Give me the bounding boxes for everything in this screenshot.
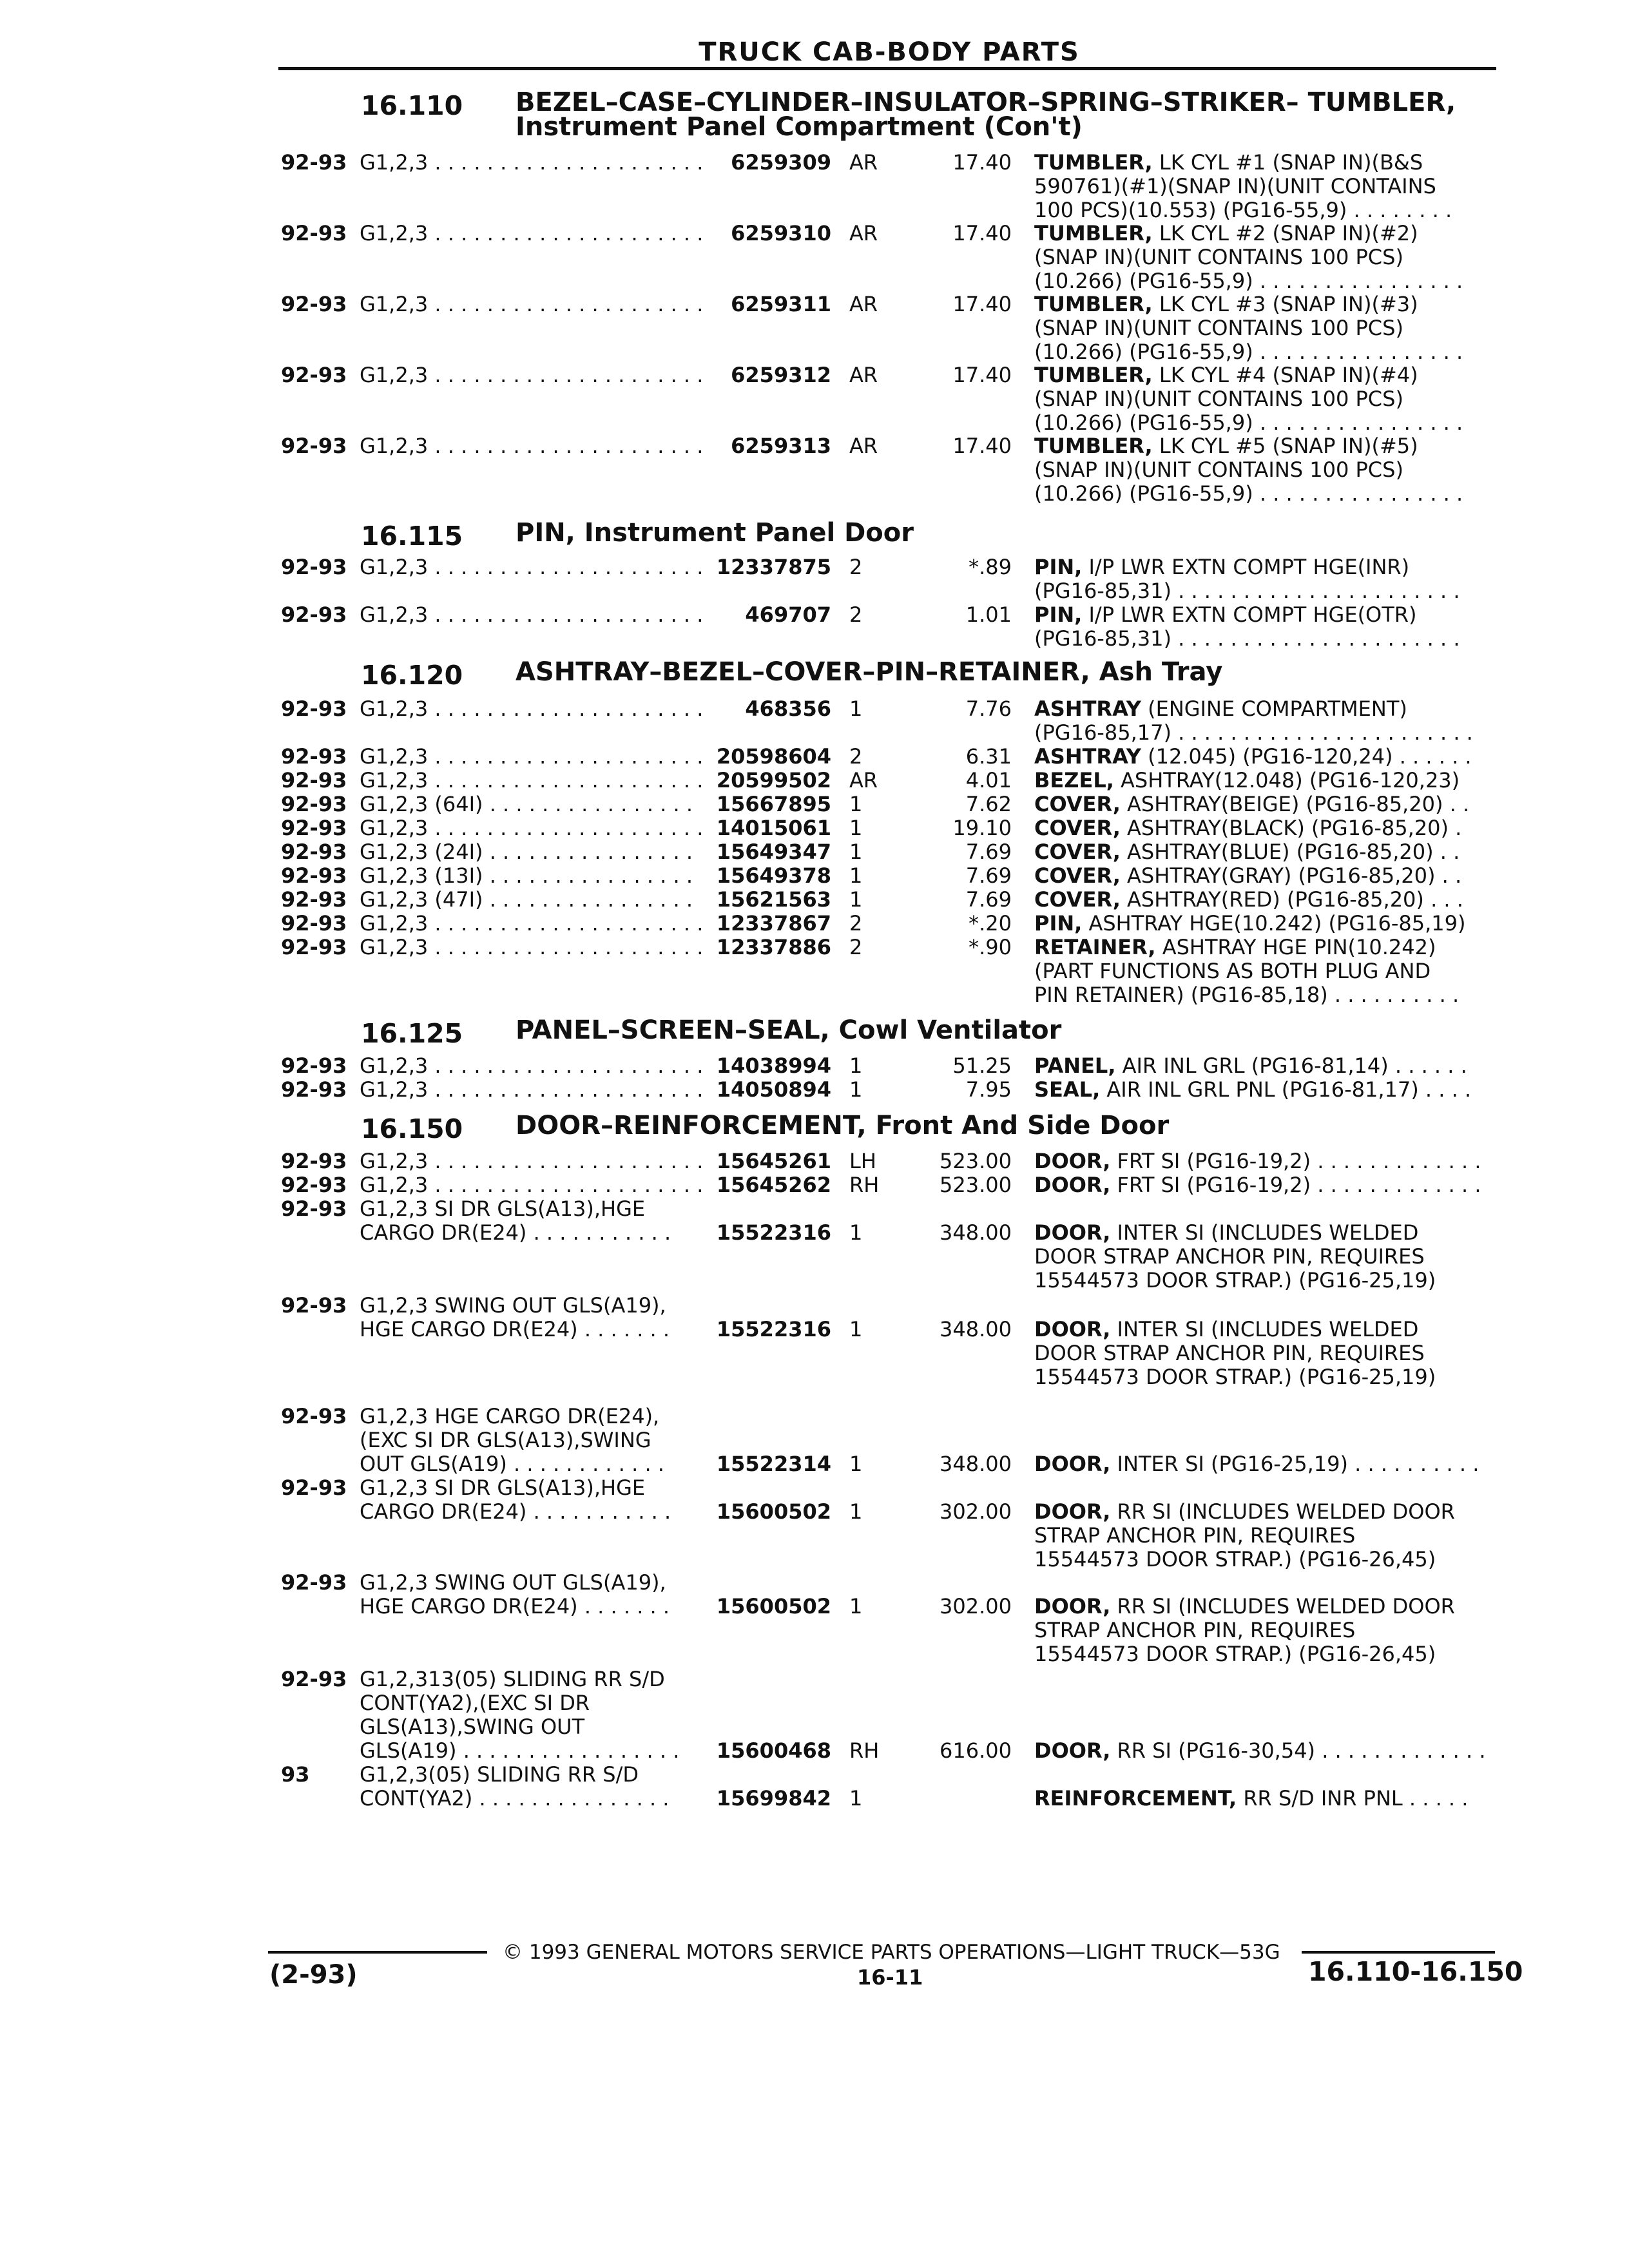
description [1034, 840, 1498, 864]
year: 92-93 [281, 1293, 347, 1318]
price: 7.95 [965, 1077, 1012, 1102]
price: *.90 [969, 935, 1012, 959]
model: G1,2,3 SWING OUT GLS(A19), HGE CARGO DR(E24) . . . . . . . [360, 1570, 670, 1619]
year: 92-93 [281, 292, 347, 316]
year: 92-93 [281, 150, 347, 175]
year: 92-93 [281, 1196, 347, 1221]
footer-rule-right [1302, 1951, 1495, 1954]
part-number: 6259312 [731, 363, 831, 387]
part-number: 15621563 [716, 887, 831, 912]
description-head: DOOR, [1034, 1452, 1111, 1476]
description-text: LK CYL #3 (SNAP IN)(#3) (SNAP IN)(UNIT CONTAINS 100 PCS) (10.266) (PG16-55,9) . . . . . . . . . . . . . . . . [1034, 292, 1463, 364]
price: 17.40 [952, 434, 1012, 458]
description [1034, 864, 1498, 888]
quantity: 1 [849, 840, 863, 864]
description-text: LK CYL #2 (SNAP IN)(#2) (SNAP IN)(UNIT CONTAINS 100 PCS) (10.266) (PG16-55,9) . . . . . . . . . . . . . . . . [1034, 221, 1463, 293]
price: 302.00 [940, 1499, 1012, 1524]
quantity: AR [849, 363, 878, 387]
section-number: 16.115 [361, 521, 463, 552]
model: G1,2,3 . . . [360, 363, 701, 387]
description [1034, 151, 1498, 222]
description-head: TUMBLER, [1034, 150, 1153, 175]
year: 92-93 [281, 1475, 347, 1500]
part-number: 15649378 [716, 863, 831, 888]
model: G1,2,3 . . . [360, 1054, 701, 1078]
part-number: 15699842 [716, 1786, 831, 1811]
description-text: ASHTRAY HGE(10.242) (PG16-85,19) [1082, 911, 1466, 936]
page-title: TRUCK CAB-BODY PARTS [699, 37, 1080, 67]
price: 7.69 [965, 840, 1012, 864]
description [1034, 1595, 1498, 1666]
part-number: 6259311 [731, 292, 831, 316]
part-number: 12337867 [716, 911, 831, 936]
description [1034, 1787, 1498, 1811]
description-head: COVER, [1034, 792, 1121, 816]
description-text: ASHTRAY HGE PIN(10.242) (PART FUNCTIONS AS BOTH PLUG AND PIN RETAINER) (PG16-85,18) . . . . . . . . . . [1034, 935, 1460, 1007]
year: 92-93 [281, 1173, 347, 1197]
part-number: 15667895 [716, 792, 831, 816]
model: G1,2,3 . . . [360, 151, 701, 175]
description-text: ASHTRAY(GRAY) (PG16-85,20) . . [1120, 863, 1462, 888]
description [1034, 1318, 1498, 1389]
price: 302.00 [940, 1594, 1012, 1619]
description [1034, 1452, 1498, 1476]
section-number: 16.125 [361, 1018, 463, 1049]
year: 92-93 [281, 792, 347, 816]
year: 92-93 [281, 1404, 347, 1428]
quantity: 1 [849, 1452, 863, 1476]
part-number: 15522314 [716, 1452, 831, 1476]
year: 92-93 [281, 434, 347, 458]
year: 93 [281, 1762, 310, 1787]
description-text: (ENGINE COMPARTMENT) (PG16-85,17) . . . . . . . . . . . . . . . . . . . . . . . [1034, 697, 1473, 745]
description [1034, 1173, 1498, 1197]
quantity: AR [849, 434, 878, 458]
description [1034, 1739, 1498, 1763]
description [1034, 912, 1498, 936]
description [1034, 769, 1498, 793]
part-number: 15645262 [716, 1173, 831, 1197]
quantity: RH [849, 1173, 880, 1197]
price: 348.00 [940, 1452, 1012, 1476]
description [1034, 888, 1498, 912]
description [1034, 1149, 1498, 1173]
year: 92-93 [281, 935, 347, 959]
year: 92-93 [281, 1053, 347, 1078]
part-number: 15522316 [716, 1220, 831, 1245]
model: G1,2,3 . . . [360, 1078, 701, 1102]
description-head: DOOR, [1034, 1738, 1111, 1763]
part-number: 15645261 [716, 1149, 831, 1173]
price: 7.69 [965, 863, 1012, 888]
price: 523.00 [940, 1149, 1012, 1173]
part-number: 15600468 [716, 1738, 831, 1763]
description [1034, 363, 1498, 435]
part-number: 14038994 [716, 1053, 831, 1078]
description-head: TUMBLER, [1034, 363, 1153, 387]
part-number: 15600502 [716, 1499, 831, 1524]
year: 92-93 [281, 1570, 347, 1595]
quantity: AR [849, 150, 878, 175]
section-title: PIN, Instrument Panel Door [516, 518, 914, 548]
description-head: TUMBLER, [1034, 434, 1153, 458]
description-text: ASHTRAY(RED) (PG16-85,20) . . . [1120, 887, 1463, 912]
footer-copyright: © 1993 GENERAL MOTORS SERVICE PARTS OPERATIONS—LIGHT TRUCK—53G [503, 1941, 1280, 1964]
part-number: 20598604 [716, 744, 831, 769]
description-head: COVER, [1034, 816, 1121, 840]
quantity: LH [849, 1149, 876, 1173]
description-text: I/P LWR EXTN COMPT HGE(OTR) (PG16-85,31) . . . . . . . . . . . . . . . . . . . . . . [1034, 602, 1460, 651]
model: G1,2,3 SI DR GLS(A13),HGE CARGO DR(E24) . . . . . . . . . . . [360, 1196, 671, 1245]
quantity: 2 [849, 935, 863, 959]
price: 6.31 [965, 744, 1012, 769]
quantity: 1 [849, 1786, 863, 1811]
footer-section-range: 16.110-16.150 [1308, 1956, 1523, 1987]
model: G1,2,3 (13I) . . . [360, 864, 701, 888]
model: G1,2,3 . . . [360, 293, 701, 316]
description-head: PANEL, [1034, 1053, 1116, 1078]
price: 19.10 [952, 816, 1012, 840]
description-head: PIN, [1034, 602, 1083, 627]
description-head: PIN, [1034, 555, 1083, 579]
description-head: DOOR, [1034, 1149, 1111, 1173]
quantity: 1 [849, 1077, 863, 1102]
quantity: 1 [849, 697, 863, 721]
price: 17.40 [952, 292, 1012, 316]
quantity: 2 [849, 744, 863, 769]
price: *.89 [969, 555, 1012, 579]
description [1034, 816, 1498, 840]
price: 348.00 [940, 1220, 1012, 1245]
description-text: ASHTRAY(12.048) (PG16-120,23) [1113, 768, 1460, 793]
quantity: RH [849, 1738, 880, 1763]
description-text: FRT SI (PG16-19,2) . . . . . . . . . . . . . [1110, 1173, 1481, 1197]
quantity: 1 [849, 887, 863, 912]
description-text: ASHTRAY(BEIGE) (PG16-85,20) . . [1120, 792, 1470, 816]
section-number: 16.110 [361, 90, 463, 121]
description [1034, 1078, 1498, 1102]
description [1034, 793, 1498, 816]
description [1034, 293, 1498, 364]
section-title: PANEL–SCREEN–SEAL, Cowl Ventilator [516, 1015, 1062, 1045]
model: G1,2,3 (24I) . . . [360, 840, 701, 864]
model: G1,2,3 . . . [360, 912, 701, 936]
quantity: 1 [849, 816, 863, 840]
description [1034, 555, 1498, 603]
description-head: DOOR, [1034, 1317, 1111, 1341]
part-number: 12337875 [716, 555, 831, 579]
quantity: 2 [849, 555, 863, 579]
quantity: 2 [849, 911, 863, 936]
quantity: 1 [849, 863, 863, 888]
model: G1,2,3 . . . [360, 434, 701, 458]
model: G1,2,3 . . . [360, 816, 701, 840]
description-text: AIR INL GRL (PG16-81,14) . . . . . . [1115, 1053, 1467, 1078]
description-head: DOOR, [1034, 1594, 1111, 1619]
description-head: ASHTRAY [1034, 697, 1141, 721]
description [1034, 434, 1498, 506]
description-head: DOOR, [1034, 1173, 1111, 1197]
quantity: 1 [849, 1594, 863, 1619]
model: G1,2,3 . . . [360, 1173, 701, 1197]
year: 92-93 [281, 840, 347, 864]
description-head: COVER, [1034, 887, 1121, 912]
year: 92-93 [281, 887, 347, 912]
model: G1,2,3 . . . [360, 603, 701, 627]
part-number: 15600502 [716, 1594, 831, 1619]
part-number: 20599502 [716, 768, 831, 793]
part-number: 6259313 [731, 434, 831, 458]
description-head: PIN, [1034, 911, 1083, 936]
year: 92-93 [281, 768, 347, 793]
price: 17.40 [952, 363, 1012, 387]
part-number: 12337886 [716, 935, 831, 959]
description-text: ASHTRAY(BLUE) (PG16-85,20) . . [1120, 840, 1460, 864]
model: G1,2,3 . . . [360, 697, 701, 721]
price: 17.40 [952, 150, 1012, 175]
description [1034, 1054, 1498, 1078]
model: G1,2,3 HGE CARGO DR(E24), (EXC SI DR GLS(A13),SWING OUT GLS(A19) . . . . . . . . . . . . [360, 1404, 664, 1476]
price: 348.00 [940, 1317, 1012, 1341]
description-text: LK CYL #1 (SNAP IN)(B&S 590761)(#1)(SNAP IN)(UNIT CONTAINS 100 PCS)(10.553) (PG16-55,9) . . . . . . . . [1034, 150, 1452, 222]
year: 92-93 [281, 221, 347, 245]
year: 92-93 [281, 602, 347, 627]
quantity: 1 [849, 1053, 863, 1078]
model: G1,2,3 (64I) . . . [360, 793, 701, 816]
description-text: I/P LWR EXTN COMPT HGE(INR) (PG16-85,31) . . . . . . . . . . . . . . . . . . . . . . [1034, 555, 1460, 603]
section-number: 16.150 [361, 1113, 463, 1144]
price: 1.01 [965, 602, 1012, 627]
model: G1,2,3 . . . [360, 769, 701, 793]
description-head: SEAL, [1034, 1077, 1101, 1102]
price: 616.00 [940, 1738, 1012, 1763]
part-number: 14050894 [716, 1077, 831, 1102]
year: 92-93 [281, 816, 347, 840]
quantity: 1 [849, 1499, 863, 1524]
description-head: TUMBLER, [1034, 221, 1153, 245]
description-text: FRT SI (PG16-19,2) . . . . . . . . . . . . . [1110, 1149, 1481, 1173]
part-number: 469707 [745, 602, 831, 627]
part-number: 14015061 [716, 816, 831, 840]
section-number: 16.120 [361, 660, 463, 691]
model: G1,2,3 . . . [360, 745, 701, 769]
description-head: COVER, [1034, 840, 1121, 864]
description-text: RR SI (INCLUDES WELDED DOOR STRAP ANCHOR PIN, REQUIRES 15544573 DOOR STRAP.) (PG16-26,45) [1034, 1594, 1455, 1666]
quantity: 1 [849, 792, 863, 816]
price: *.20 [969, 911, 1012, 936]
description-text: AIR INL GRL PNL (PG16-81,17) . . . . [1100, 1077, 1472, 1102]
description [1034, 745, 1498, 769]
section-title: DOOR–REINFORCEMENT, Front And Side Door [516, 1111, 1170, 1140]
year: 92-93 [281, 555, 347, 579]
year: 92-93 [281, 863, 347, 888]
price: 7.69 [965, 887, 1012, 912]
description-text: (12.045) (PG16-120,24) . . . . . . [1141, 744, 1472, 769]
part-number: 6259309 [731, 150, 831, 175]
model: G1,2,3 SI DR GLS(A13),HGE CARGO DR(E24) . . . . . . . . . . . [360, 1475, 671, 1524]
description-head: TUMBLER, [1034, 292, 1153, 316]
quantity: 2 [849, 602, 863, 627]
model: G1,2,3 SWING OUT GLS(A19), HGE CARGO DR(E24) . . . . . . . [360, 1293, 670, 1341]
description [1034, 697, 1498, 745]
year: 92-93 [281, 911, 347, 936]
quantity: AR [849, 292, 878, 316]
description-text: ASHTRAY(BLACK) (PG16-85,20) . [1120, 816, 1462, 840]
year: 92-93 [281, 697, 347, 721]
description-text: RR SI (PG16-30,54) . . . . . . . . . . . . . [1110, 1738, 1486, 1763]
footer-date: (2-93) [269, 1960, 358, 1990]
description-text: LK CYL #5 (SNAP IN)(#5) (SNAP IN)(UNIT CONTAINS 100 PCS) (10.266) (PG16-55,9) . . . . . . . . . . . . . . . . [1034, 434, 1463, 506]
quantity: AR [849, 768, 878, 793]
section-title: ASHTRAY–BEZEL–COVER–PIN–RETAINER, Ash Tray [516, 657, 1223, 687]
model: G1,2,3 . . . [360, 1149, 701, 1173]
model: G1,2,3 . . . [360, 555, 701, 579]
section-title: BEZEL–CASE–CYLINDER–INSULATOR–SPRING–STRIKER– TUMBLER, Instrument Panel Compartment (Con't) [516, 88, 1456, 142]
part-number: 15649347 [716, 840, 831, 864]
description [1034, 603, 1498, 651]
description [1034, 936, 1498, 1007]
quantity: 1 [849, 1220, 863, 1245]
year: 92-93 [281, 744, 347, 769]
model: G1,2,3(05) SLIDING RR S/D CONT(YA2) . . . . . . . . . . . . . . . [360, 1762, 670, 1811]
description-text: INTER SI (INCLUDES WELDED DOOR STRAP ANCHOR PIN, REQUIRES 15544573 DOOR STRAP.) (PG16-25,19) [1034, 1220, 1436, 1293]
description-text: INTER SI (INCLUDES WELDED DOOR STRAP ANCHOR PIN, REQUIRES 15544573 DOOR STRAP.) (PG16-25,19) [1034, 1317, 1436, 1389]
price: 51.25 [952, 1053, 1012, 1078]
part-number: 15522316 [716, 1317, 831, 1341]
model: G1,2,3 (47I) . . . [360, 888, 701, 912]
price: 4.01 [965, 768, 1012, 793]
description-head: DOOR, [1034, 1220, 1111, 1245]
price: 17.40 [952, 221, 1012, 245]
description [1034, 1221, 1498, 1293]
model: G1,2,3 . . . [360, 936, 701, 959]
price: 7.76 [965, 697, 1012, 721]
model: G1,2,3 . . . [360, 222, 701, 245]
description-head: BEZEL, [1034, 768, 1114, 793]
description-head: COVER, [1034, 863, 1121, 888]
description-head: DOOR, [1034, 1499, 1111, 1524]
year: 92-93 [281, 363, 347, 387]
footer-page-number: 16-11 [857, 1965, 923, 1990]
description-head: ASHTRAY [1034, 744, 1141, 769]
year: 92-93 [281, 1149, 347, 1173]
header-rule [278, 67, 1496, 70]
footer-rule-left [268, 1951, 487, 1954]
model: G1,2,313(05) SLIDING RR S/D CONT(YA2),(EXC SI DR GLS(A13),SWING OUT GLS(A19) . . . . . . . . . . . . . . . . . [360, 1667, 680, 1763]
quantity: 1 [849, 1317, 863, 1341]
description-text: INTER SI (PG16-25,19) . . . . . . . . . . [1110, 1452, 1480, 1476]
description-head: RETAINER, [1034, 935, 1156, 959]
part-number: 468356 [745, 697, 831, 721]
quantity: AR [849, 221, 878, 245]
price: 523.00 [940, 1173, 1012, 1197]
description [1034, 222, 1498, 293]
year: 92-93 [281, 1077, 347, 1102]
description-text: LK CYL #4 (SNAP IN)(#4) (SNAP IN)(UNIT CONTAINS 100 PCS) (10.266) (PG16-55,9) . . . . . . . . . . . . . . . . [1034, 363, 1463, 435]
part-number: 6259310 [731, 221, 831, 245]
description-text: RR S/D INR PNL . . . . . [1237, 1786, 1469, 1811]
description-head: REINFORCEMENT, [1034, 1786, 1237, 1811]
year: 92-93 [281, 1667, 347, 1691]
description-text: RR SI (INCLUDES WELDED DOOR STRAP ANCHOR PIN, REQUIRES 15544573 DOOR STRAP.) (PG16-26,45) [1034, 1499, 1455, 1571]
price: 7.62 [965, 792, 1012, 816]
description [1034, 1500, 1498, 1571]
